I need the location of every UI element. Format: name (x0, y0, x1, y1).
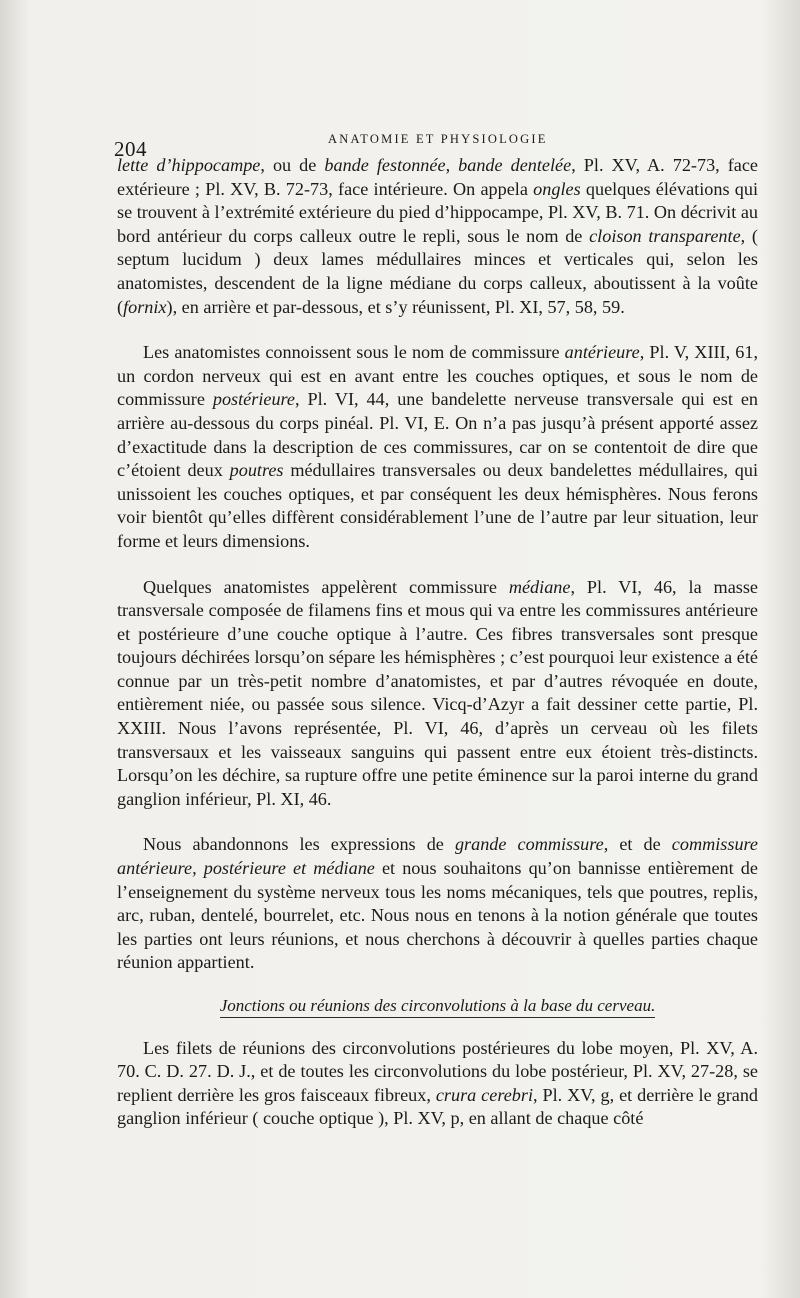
text-run: Quelques anatomistes appelèrent commissure (143, 576, 509, 597)
section-heading (117, 994, 758, 1018)
italic-text: Jonctions ou réunions des circonvolutions à la base du cerveau. (220, 996, 656, 1018)
text-run: quelques élévations qui se trouvent à l’extrémité extérieure du pied d’hippocampe, Pl. XV, B. 71. On décrivit au bord antérieur du corps calleux outre le repli, sous le nom de (117, 178, 758, 246)
body-text (117, 154, 758, 1131)
italic-text: lette d’hippocampe (117, 155, 261, 175)
text-run: Les filets de réunions des circonvolutions postérieures du lobe moyen, Pl. XV, A. 70. C. D. 27. D. J., et de toutes les circonvolutions du lobe postérieur, Pl. XV, 27-28, se replient derrière les gros faisceaux fibreux, (117, 1037, 758, 1105)
italic-text: bande festonnée (324, 155, 446, 175)
text-run: ), en arrière et par-dessous, et s’y réunissent, Pl. XI, 57, 58, 59. (166, 296, 625, 317)
text-run: et nous souhaitons qu’on bannisse entièrement de l’enseignement du système nerveux tous les noms mécaniques, tels que poutres, replis, arc, ruban, dentelé, bourrelet, etc. Nous nous en tenons à la notion générale que toutes les parties ont leurs réunions, et nous cherchons à découvrir à quelles parties chaque réunion appartient. (117, 858, 758, 973)
paragraph-expressions (117, 833, 758, 975)
text-run: , Pl. VI, 44, une bandelette nerveuse transversale qui est en arrière au-dessous du corps pinéal. Pl. VI, E. On n’a pas jusqu’à présent apporté assez d’exactitude dans la description de ces commissures, car on se contentoit de dire que c’étoient deux (117, 389, 758, 481)
paragraph-commissure-mediane (117, 576, 758, 812)
italic-text: médiane (508, 576, 571, 597)
text-run: Nous abandonnons les expressions de (143, 834, 455, 855)
italic-text: postérieure (212, 389, 296, 410)
section-heading-text (220, 996, 656, 1018)
paragraph-commissures (117, 341, 758, 553)
text-run: , Pl. VI, 46, la masse transversale composée de filamens fins et mous qui va entre les commissures antérieure et postérieure d’une couche optique à l’autre. Ces fibres transversales sont presque toujours déchirées lorsqu’on sépare les hémisphères ; c’est pourquoi leur existence a été connue par un très-petit nombre d’anatomistes, et par d’autres révoquée en doute, entièrement niée, ou passée sous silence. Vicq-d’Azyr a fait dessiner cette partie, Pl. XXIII. Nous l’avons représentée, Pl. VI, 46, d’après un cerveau où les filets transversaux et les vaisseaux sanguins qui passent entre eux étoient très-distincts. Lorsqu’on les déchire, sa rupture offre une petite éminence sur la paroi interne du grand ganglion inférieur, Pl. XI, 46. (117, 576, 759, 809)
italic-text: crura cerebri (435, 1084, 534, 1105)
paragraph-continuation (117, 154, 758, 319)
text-run: , Pl. XV, A. 72-73, face extérieure ; Pl. XV, B. 72-73, face intérieure. On appela (117, 155, 759, 199)
italic-text: grande commissure (454, 834, 604, 855)
italic-text: cloison transparente (589, 225, 741, 246)
italic-text: ongles (533, 178, 581, 199)
italic-text: antérieure (564, 342, 640, 363)
text-run: , Pl. V, XIII, 61, un cordon nerveux qui est en avant entre les couches optiques, et sous le nom de commissure (117, 342, 758, 410)
paragraph-filets (117, 1037, 758, 1131)
italic-text: commissure antérieure, postérieure et médiane (117, 834, 759, 879)
text-run: médullaires transversales ou deux bandelettes médullaires, qui unissoient les couches optiques, et par conséquent les deux hémisphères. Nous ferons voir bientôt qu’elles diffèrent considérablement l’une de l’autre par leur situation, leur forme et leurs dimensions. (117, 460, 758, 551)
text-run: , et de (603, 834, 672, 855)
italic-text: bande dentelée (458, 155, 572, 175)
running-title: ANATOMIE ET PHYSIOLOGIE (328, 132, 548, 146)
text-run: , ou de (260, 155, 325, 175)
text-run: , Pl. XV, g, et derrière le grand ganglion inférieur ( couche optique ), Pl. XV, p, en allant de chaque côté (117, 1084, 759, 1129)
page-header (0, 132, 800, 161)
text-run: Les anatomistes connoissent sous le nom de commissure (143, 342, 565, 363)
italic-text: fornix (123, 296, 167, 317)
italic-text: poutres (229, 460, 284, 481)
page-number: 204 (114, 137, 147, 161)
text-run: , ( septum lucidum ) deux lames médullaires minces et verticales qui, selon les anatomistes, descendent de la ligne médiane du corps calleux, aboutissent à la voûte ( (117, 225, 758, 317)
text-run: , (445, 155, 459, 175)
